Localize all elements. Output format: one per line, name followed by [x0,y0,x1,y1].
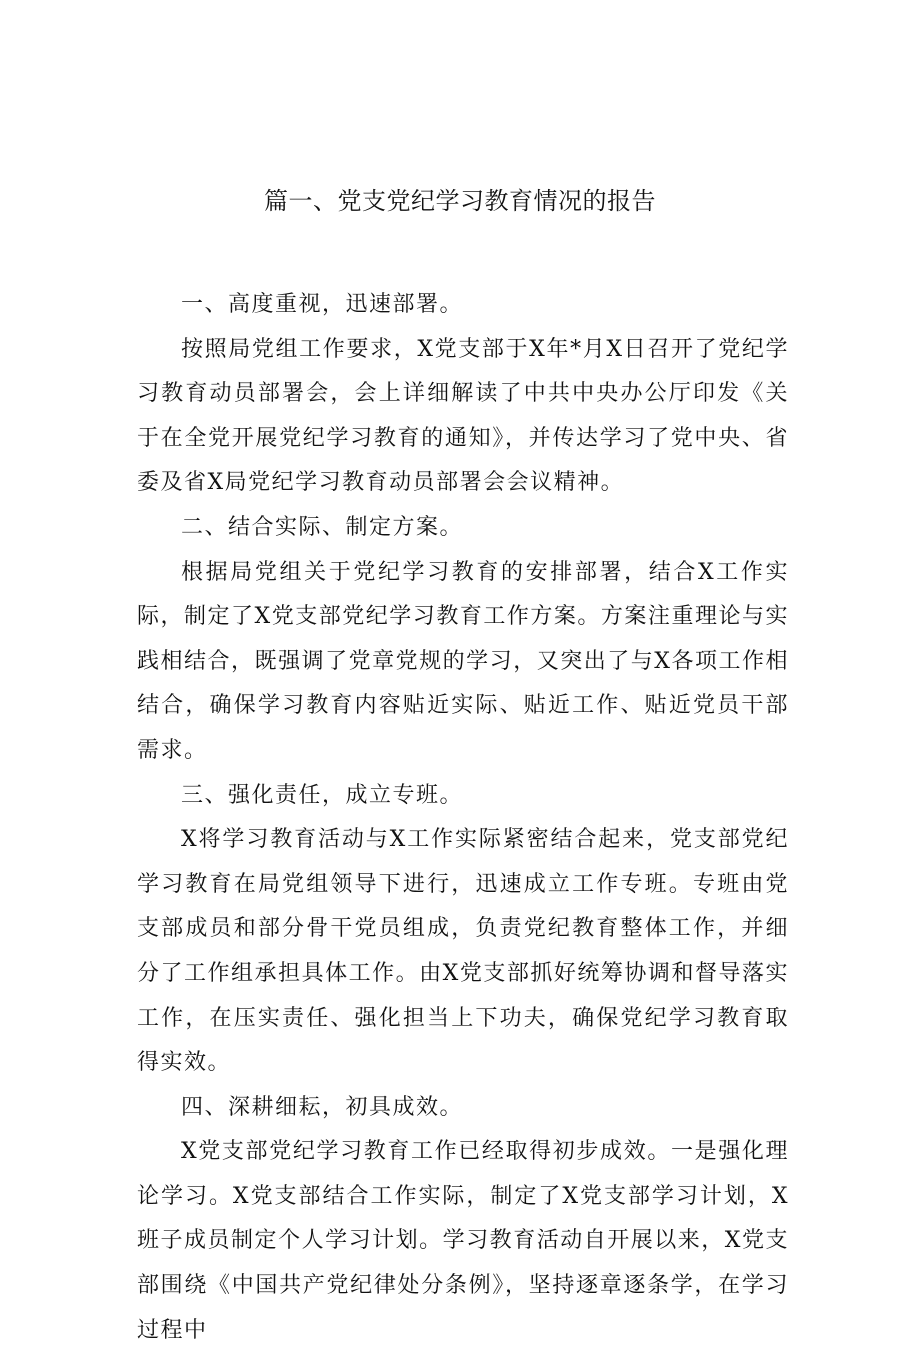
document-title: 篇一、党支党纪学习教育情况的报告 [264,187,656,215]
document-body [137,283,789,1353]
body-paragraph-4: X党支部党纪学习教育工作已经取得初步成效。一是强化理论学习。X党支部结合工作实际，制定了X党支部学习计划，X班子成员制定个人学习计划。学习教育活动自开展以来，X党支部围绕《中国共产党纪律处分条例》，坚持逐章逐条学，在学习过程中 [137,1139,789,1343]
body-paragraph-2: 根据局党组关于党纪学习教育的安排部署，结合X工作实际，制定了X党支部党纪学习教育工作方案。方案注重理论与实践相结合，既强调了党章党规的学习，又突出了与X各项工作相结合，确保学习教育内容贴近实际、贴近工作、贴近党员干部需求。 [137,559,789,763]
body-paragraph-1: 按照局党组工作要求，X党支部于X年*月X日召开了党纪学习教育动员部署会，会上详细解读了中共中央办公厅印发《关于在全党开展党纪学习教育的通知》，并传达学习了党中央、省委及省X局党纪学习教育动员部署会会议精神。 [137,336,789,496]
body-paragraph-3: X将学习教育活动与X工作实际紧密结合起来，党支部党纪学习教育在局党组领导下进行，迅速成立工作专班。专班由党支部成员和部分骨干党员组成，负责党纪教育整体工作，并细分了工作组承担具体工作。由X党支部抓好统筹协调和督导落实工作，在压实责任、强化担当上下功夫，确保党纪学习教育取得实效。 [137,827,789,1076]
section-heading-1: 一、高度重视，迅速部署。 [181,292,464,317]
section-heading-4: 四、深耕细耘，初具成效。 [181,1094,464,1120]
section-heading-3: 三、强化责任，成立专班。 [181,782,464,808]
section-heading-2: 二、结合实际、制定方案。 [181,514,464,540]
